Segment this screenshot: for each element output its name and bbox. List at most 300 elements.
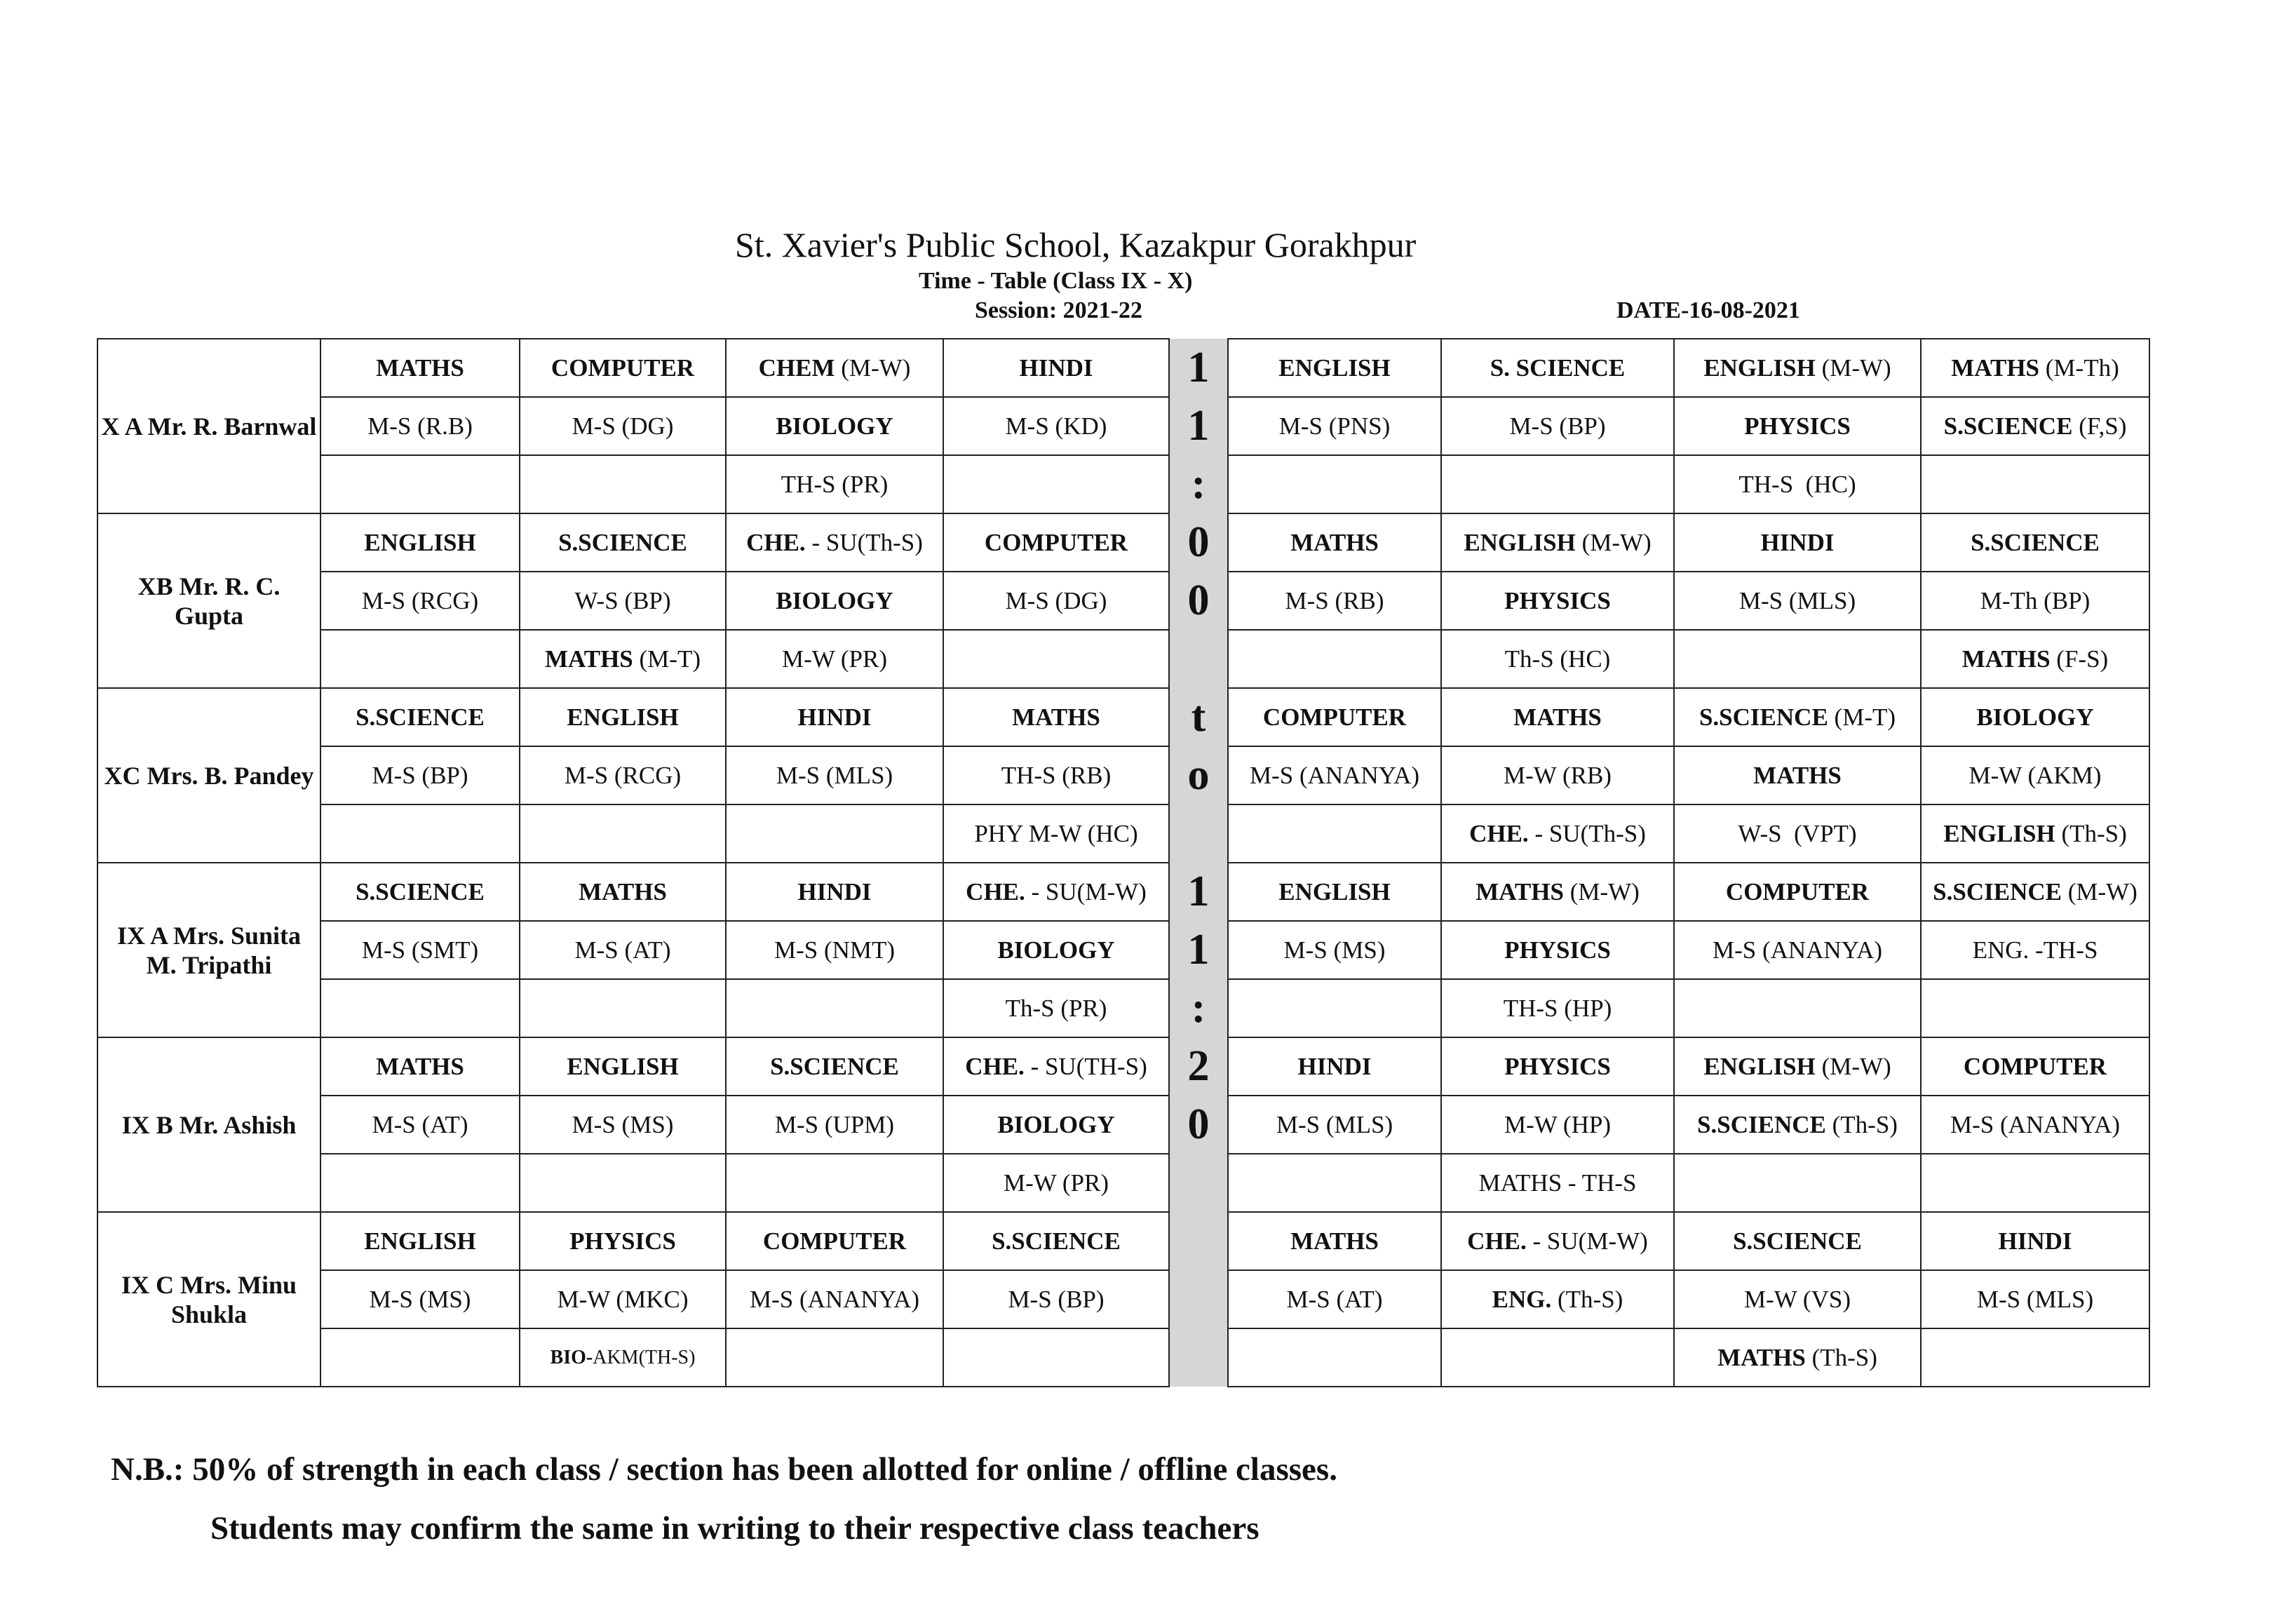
time-column-cell: : <box>1169 979 1228 1037</box>
subject-label: BIO- <box>550 1346 593 1368</box>
period-detail: M-W (MKC) <box>557 1285 689 1313</box>
period-cell <box>1674 1212 1921 1270</box>
subject-label: PHYSICS <box>1504 586 1611 614</box>
period-cell <box>1674 1037 1921 1096</box>
subject-label: MATHS <box>1513 703 1602 731</box>
timetable-row <box>97 397 2149 455</box>
period-detail: M-S (ANANYA) <box>1712 936 1883 964</box>
time-column-cell: 0 <box>1169 513 1228 572</box>
session-label: Session: 2021-22 <box>975 297 1142 323</box>
subject-label: BIOLOGY <box>997 1110 1115 1138</box>
period-cell <box>726 1154 943 1212</box>
period-detail: - SU(TH-S) <box>1024 1052 1147 1080</box>
period-detail: M-S (NMT) <box>774 936 896 964</box>
period-detail: - SU(M-W) <box>1025 877 1147 905</box>
period-detail: M-S (SMT) <box>361 936 479 964</box>
period-cell <box>1441 397 1674 455</box>
time-column-cell: 1 <box>1169 863 1228 921</box>
subject-label: ENGLISH <box>1943 819 2055 847</box>
subject-label: ENGLISH <box>1278 877 1391 905</box>
period-cell <box>1674 1328 1921 1387</box>
period-detail: M-S (MLS) <box>1976 1285 2094 1313</box>
period-cell <box>520 1328 726 1387</box>
period-cell <box>1921 397 2149 455</box>
period-detail: M-S (PNS) <box>1278 412 1391 440</box>
note-line-1: N.B.: 50% of strength in each class / section has been allotted for online / offline classes. <box>111 1451 1337 1488</box>
period-cell <box>1441 1270 1674 1328</box>
period-cell <box>1441 572 1674 630</box>
period-cell <box>726 863 943 921</box>
period-cell <box>520 746 726 804</box>
period-cell <box>1674 1154 1921 1212</box>
period-cell <box>1228 688 1441 746</box>
period-detail: (M-T) <box>633 645 701 673</box>
class-name-cell: X A Mr. R. Barnwal <box>97 339 320 513</box>
period-cell <box>1674 979 1921 1037</box>
subject-label: S. SCIENCE <box>1490 353 1626 382</box>
time-column-cell: 1 <box>1169 339 1228 397</box>
period-cell <box>726 513 943 572</box>
period-cell <box>520 513 726 572</box>
period-detail: TH-S (HC) <box>1738 470 1856 498</box>
period-detail: (F,S) <box>2072 412 2127 440</box>
subject-label: S.SCIENCE <box>1933 877 2062 905</box>
timetable-row <box>97 513 2149 572</box>
period-detail: M-S (AT) <box>574 936 671 964</box>
period-detail: ENG. -TH-S <box>1972 936 2098 964</box>
time-column-cell <box>1169 630 1228 688</box>
period-cell <box>1921 1212 2149 1270</box>
period-cell <box>1441 863 1674 921</box>
subject-label: HINDI <box>1297 1052 1372 1080</box>
period-detail: (M-W) <box>2061 877 2138 905</box>
period-cell <box>320 688 520 746</box>
period-cell <box>320 1154 520 1212</box>
period-cell <box>520 630 726 688</box>
subject-label: S.SCIENCE <box>356 703 485 731</box>
period-cell <box>1228 1212 1441 1270</box>
period-detail: (Th-S) <box>1825 1110 1898 1138</box>
period-cell <box>1921 746 2149 804</box>
period-detail: Th-S (PR) <box>1005 994 1107 1022</box>
period-detail: M-W (PR) <box>1003 1169 1109 1197</box>
class-name-cell: IX C Mrs. Minu Shukla <box>97 1212 320 1387</box>
timetable-title: Time - Table (Class IX - X) <box>919 268 1193 294</box>
subject-label: CHE. <box>966 877 1025 905</box>
note-line-2: Students may confirm the same in writing to their respective class teachers <box>210 1510 1260 1547</box>
timetable-row <box>97 688 2149 746</box>
period-cell <box>1228 513 1441 572</box>
subject-label: BIOLOGY <box>776 412 893 440</box>
period-cell <box>1228 572 1441 630</box>
period-cell <box>726 1270 943 1328</box>
period-cell <box>1228 1154 1441 1212</box>
period-cell <box>1921 339 2149 397</box>
subject-label: COMPUTER <box>551 353 695 382</box>
subject-label: PHYSICS <box>1504 936 1611 964</box>
period-cell <box>520 804 726 863</box>
period-cell <box>320 1037 520 1096</box>
time-column-cell: 0 <box>1169 572 1228 630</box>
period-cell <box>1674 863 1921 921</box>
timetable-row <box>97 921 2149 979</box>
period-detail: M-S (AT) <box>372 1110 468 1138</box>
period-detail: M-S (DG) <box>572 412 674 440</box>
period-cell <box>1674 339 1921 397</box>
period-detail: M-S (BP) <box>1509 412 1606 440</box>
period-cell <box>1441 921 1674 979</box>
date-label: DATE-16-08-2021 <box>1616 297 1800 323</box>
period-cell <box>1441 1037 1674 1096</box>
timetable-row <box>97 746 2149 804</box>
period-cell <box>1228 979 1441 1037</box>
class-name-cell: XB Mr. R. C. Gupta <box>97 513 320 688</box>
period-cell <box>1441 1212 1674 1270</box>
period-detail: M-S (AT) <box>1286 1285 1383 1313</box>
time-column-cell <box>1169 1270 1228 1328</box>
subject-label: CHE. <box>746 528 806 556</box>
period-cell <box>520 979 726 1037</box>
period-cell <box>943 1037 1169 1096</box>
time-column-cell: 0 <box>1169 1096 1228 1154</box>
period-cell <box>520 1096 726 1154</box>
period-cell <box>520 863 726 921</box>
period-cell <box>1441 1096 1674 1154</box>
period-cell <box>1228 1270 1441 1328</box>
period-cell <box>726 1212 943 1270</box>
period-cell <box>943 630 1169 688</box>
timetable-row <box>97 1037 2149 1096</box>
period-cell <box>1441 513 1674 572</box>
period-cell <box>1921 455 2149 513</box>
period-cell <box>1228 1328 1441 1387</box>
period-cell <box>1921 1154 2149 1212</box>
subject-label: PHYSICS <box>569 1227 676 1255</box>
subject-label: COMPUTER <box>762 1227 907 1255</box>
period-detail: W-S (VPT) <box>1738 819 1857 847</box>
period-cell <box>943 1212 1169 1270</box>
period-detail: PHY M-W (HC) <box>974 819 1138 847</box>
period-cell <box>320 572 520 630</box>
subject-label: ENGLISH <box>364 1227 476 1255</box>
timetable-row <box>97 455 2149 513</box>
period-cell <box>1674 921 1921 979</box>
period-cell <box>943 1328 1169 1387</box>
subject-label: PHYSICS <box>1744 412 1851 440</box>
period-detail: M-S (MS) <box>369 1285 471 1313</box>
period-detail: M-S (MLS) <box>1738 586 1856 614</box>
subject-label: MATHS <box>579 877 667 905</box>
time-column-cell <box>1169 1154 1228 1212</box>
timetable-row <box>97 1096 2149 1154</box>
period-cell <box>1228 746 1441 804</box>
subject-label: MATHS <box>545 645 633 673</box>
time-column-cell: t <box>1169 688 1228 746</box>
subject-label: BIOLOGY <box>1976 703 2094 731</box>
period-cell <box>320 513 520 572</box>
subject-label: MATHS <box>1951 353 2040 382</box>
subject-label: COMPUTER <box>984 528 1128 556</box>
subject-label: MATHS <box>1753 761 1842 789</box>
period-cell <box>320 921 520 979</box>
period-cell <box>320 1270 520 1328</box>
period-cell <box>1674 746 1921 804</box>
subject-label: ENGLISH <box>1278 353 1391 382</box>
period-detail: - SU(Th-S) <box>805 528 923 556</box>
subject-label: HINDI <box>1019 353 1093 382</box>
timetable-row <box>97 630 2149 688</box>
timetable-row <box>97 572 2149 630</box>
timetable-row <box>97 1328 2149 1387</box>
period-detail: (M-W) <box>1815 353 1891 382</box>
period-detail: M-S (ANANYA) <box>1950 1110 2121 1138</box>
school-name: St. Xavier's Public School, Kazakpur Gorakhpur <box>735 225 1417 264</box>
period-detail: TH-S (RB) <box>1001 761 1112 789</box>
period-cell <box>1921 1328 2149 1387</box>
period-detail: M-S (UPM) <box>774 1110 895 1138</box>
period-detail: M-S (RCG) <box>564 761 682 789</box>
time-column-cell: 2 <box>1169 1037 1228 1096</box>
subject-label: S.SCIENCE <box>1971 528 2100 556</box>
period-detail: (Th-S) <box>1551 1285 1623 1313</box>
period-cell <box>320 630 520 688</box>
subject-label: COMPUTER <box>1725 877 1870 905</box>
period-cell <box>726 688 943 746</box>
period-detail: M-Th (BP) <box>1980 586 2091 614</box>
period-cell <box>1228 863 1441 921</box>
period-cell <box>1441 979 1674 1037</box>
subject-label: PHYSICS <box>1504 1052 1611 1080</box>
period-cell <box>1228 804 1441 863</box>
period-cell <box>1921 1096 2149 1154</box>
period-cell <box>1921 1037 2149 1096</box>
period-cell <box>943 397 1169 455</box>
period-detail: M-W (PR) <box>781 645 888 673</box>
subject-label: MATHS <box>1717 1343 1806 1371</box>
subject-label: BIOLOGY <box>997 936 1115 964</box>
period-detail: M-S (KD) <box>1005 412 1107 440</box>
timetable-row <box>97 1154 2149 1212</box>
period-cell <box>726 1328 943 1387</box>
period-detail: (M-W) <box>1575 528 1652 556</box>
timetable-row <box>97 339 2149 397</box>
period-cell <box>520 1270 726 1328</box>
period-cell <box>1674 1096 1921 1154</box>
period-cell <box>1921 688 2149 746</box>
period-cell <box>1228 455 1441 513</box>
period-cell <box>320 1328 520 1387</box>
period-cell <box>943 1096 1169 1154</box>
period-detail: (M-W) <box>1815 1052 1891 1080</box>
period-detail: (Th-S) <box>1805 1343 1877 1371</box>
subject-label: HINDI <box>797 703 872 731</box>
period-cell <box>520 688 726 746</box>
class-name-cell: IX A Mrs. Sunita M. Tripathi <box>97 863 320 1037</box>
period-detail: M-W (HP) <box>1504 1110 1611 1138</box>
subject-label: MATHS <box>1012 703 1100 731</box>
period-cell <box>320 455 520 513</box>
period-detail: M-S (MLS) <box>776 761 893 789</box>
period-detail: M-S (RB) <box>1285 586 1384 614</box>
period-detail: TH-S (PR) <box>781 470 889 498</box>
period-cell <box>320 1212 520 1270</box>
subject-label: ENG. <box>1492 1285 1552 1313</box>
period-cell <box>1228 630 1441 688</box>
period-detail: - SU(Th-S) <box>1528 819 1646 847</box>
subject-label: CHE. <box>1469 819 1529 847</box>
class-name-cell: XC Mrs. B. Pandey <box>97 688 320 863</box>
period-cell <box>320 979 520 1037</box>
period-detail: M-S (MLS) <box>1276 1110 1393 1138</box>
period-detail: - SU(M-W) <box>1526 1227 1648 1255</box>
period-detail: M-S (MS) <box>1283 936 1386 964</box>
time-column-cell: o <box>1169 746 1228 804</box>
period-cell <box>1441 339 1674 397</box>
period-detail: M-S (BP) <box>372 761 468 789</box>
period-cell <box>726 339 943 397</box>
period-detail: (Th-S) <box>2055 819 2127 847</box>
period-cell <box>1674 630 1921 688</box>
subject-label: ENGLISH <box>567 703 679 731</box>
period-cell <box>1228 397 1441 455</box>
period-cell <box>1228 339 1441 397</box>
time-column-cell <box>1169 1328 1228 1387</box>
period-cell <box>943 572 1169 630</box>
period-cell <box>1441 746 1674 804</box>
period-detail: (F-S) <box>2050 645 2109 673</box>
period-detail: M-S (ANANYA) <box>1249 761 1420 789</box>
period-detail: M-S (BP) <box>1008 1285 1105 1313</box>
subject-label: S.SCIENCE <box>1699 703 1828 731</box>
period-cell <box>943 1154 1169 1212</box>
period-cell <box>320 863 520 921</box>
period-cell <box>943 804 1169 863</box>
period-cell <box>320 1096 520 1154</box>
period-cell <box>520 1037 726 1096</box>
subject-label: CHE. <box>965 1052 1025 1080</box>
subject-label: ENGLISH <box>567 1052 679 1080</box>
period-cell <box>320 746 520 804</box>
timetable-row <box>97 863 2149 921</box>
period-cell <box>320 804 520 863</box>
period-cell <box>943 455 1169 513</box>
period-cell <box>520 455 726 513</box>
period-detail: M-S (DG) <box>1005 586 1107 614</box>
period-cell <box>726 1096 943 1154</box>
period-cell <box>520 1212 726 1270</box>
period-cell <box>943 746 1169 804</box>
time-column-cell: 1 <box>1169 921 1228 979</box>
period-cell <box>1228 1096 1441 1154</box>
period-cell <box>1228 921 1441 979</box>
period-detail: MATHS - TH-S <box>1478 1169 1637 1197</box>
period-cell <box>1674 397 1921 455</box>
period-detail: (M-Th) <box>2039 353 2119 382</box>
subject-label: S.SCIENCE <box>1943 412 2073 440</box>
period-cell <box>1674 1270 1921 1328</box>
timetable-row <box>97 804 2149 863</box>
period-cell <box>520 1154 726 1212</box>
period-cell <box>1674 513 1921 572</box>
period-cell <box>1441 455 1674 513</box>
subject-label: ENGLISH <box>364 528 476 556</box>
period-detail: M-S (R.B) <box>367 412 473 440</box>
period-detail: AKM(TH-S) <box>593 1346 696 1368</box>
time-column-cell: 1 <box>1169 397 1228 455</box>
period-cell <box>943 921 1169 979</box>
period-cell <box>943 339 1169 397</box>
period-detail: (M-W) <box>835 353 911 382</box>
subject-label: S.SCIENCE <box>558 528 687 556</box>
subject-label: MATHS <box>1290 1227 1379 1255</box>
subject-label: S.SCIENCE <box>1733 1227 1862 1255</box>
subject-label: ENGLISH <box>1703 353 1816 382</box>
period-cell <box>320 339 520 397</box>
time-column-cell: : <box>1169 455 1228 513</box>
subject-label: CHEM <box>758 353 835 382</box>
period-cell <box>1674 804 1921 863</box>
period-cell <box>1441 804 1674 863</box>
subject-label: MATHS <box>1961 645 2051 673</box>
period-cell <box>1921 863 2149 921</box>
period-detail: M-W (VS) <box>1744 1285 1851 1313</box>
period-cell <box>1921 979 2149 1037</box>
time-column-cell <box>1169 1212 1228 1270</box>
class-name-cell: IX B Mr. Ashish <box>97 1037 320 1212</box>
period-cell <box>1921 630 2149 688</box>
period-cell <box>520 921 726 979</box>
subject-label: CHE. <box>1467 1227 1527 1255</box>
period-cell <box>1921 921 2149 979</box>
timetable-grid <box>97 338 2150 1387</box>
period-cell <box>520 397 726 455</box>
subject-label: ENGLISH <box>1464 528 1576 556</box>
period-detail: M-S (ANANYA) <box>749 1285 920 1313</box>
subject-label: HINDI <box>1998 1227 2072 1255</box>
period-cell <box>1921 572 2149 630</box>
period-cell <box>1921 804 2149 863</box>
period-cell <box>1441 1154 1674 1212</box>
period-cell <box>943 863 1169 921</box>
period-cell <box>943 1270 1169 1328</box>
subject-label: COMPUTER <box>1262 703 1407 731</box>
subject-label: MATHS <box>376 353 464 382</box>
period-cell <box>726 572 943 630</box>
period-detail: M-W (AKM) <box>1969 761 2102 789</box>
subject-label: ENGLISH <box>1703 1052 1816 1080</box>
timetable-row <box>97 979 2149 1037</box>
period-cell <box>520 339 726 397</box>
period-cell <box>1441 688 1674 746</box>
subject-label: HINDI <box>797 877 872 905</box>
period-cell <box>1674 688 1921 746</box>
timetable-row <box>97 1212 2149 1270</box>
subject-label: MATHS <box>376 1052 464 1080</box>
subject-label: HINDI <box>1760 528 1835 556</box>
period-cell <box>1674 455 1921 513</box>
period-detail: M-S (MS) <box>572 1110 674 1138</box>
period-detail: W-S (BP) <box>574 586 671 614</box>
period-cell <box>726 746 943 804</box>
period-cell <box>1674 572 1921 630</box>
subject-label: S.SCIENCE <box>356 877 485 905</box>
period-cell <box>320 397 520 455</box>
period-cell <box>943 688 1169 746</box>
period-detail: M-W (RB) <box>1504 761 1612 789</box>
period-cell <box>726 397 943 455</box>
period-detail: (M-T) <box>1828 703 1896 731</box>
period-cell <box>726 804 943 863</box>
